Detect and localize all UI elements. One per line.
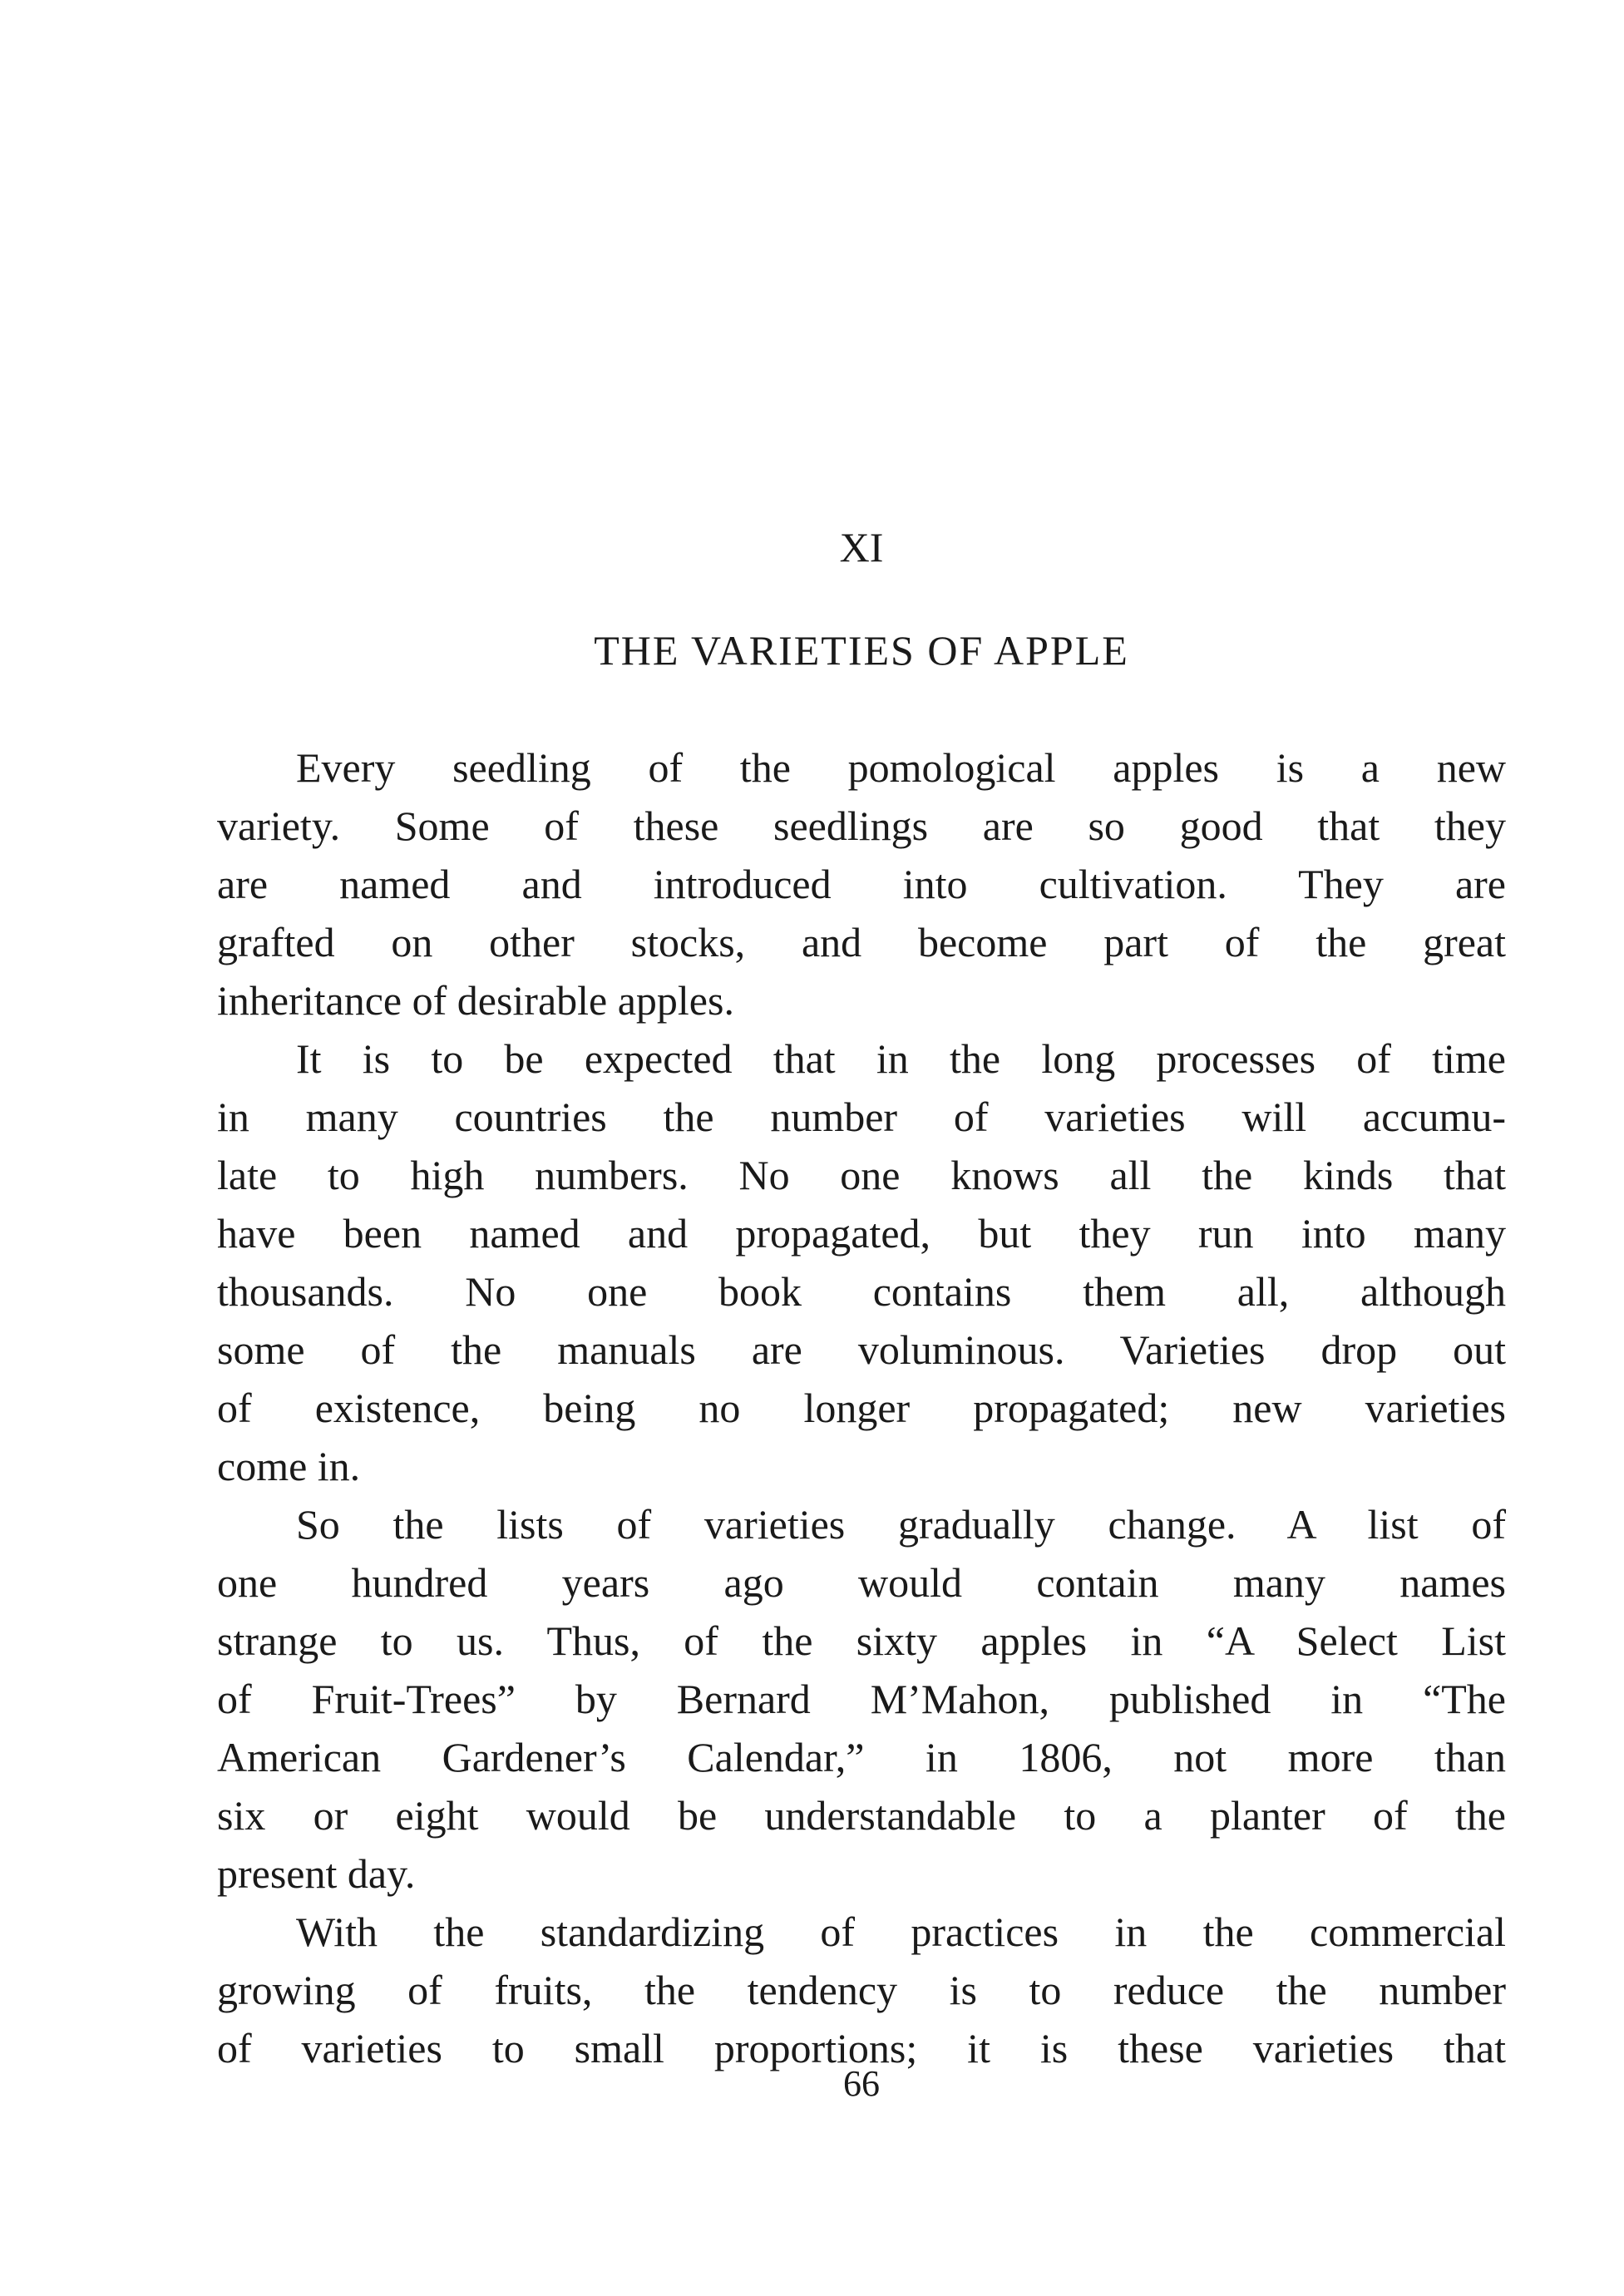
text-line: six or eight would be understandable to a planter of the bbox=[217, 1792, 1506, 1839]
text-line: inheritance of desirable apples. bbox=[217, 977, 734, 1024]
paragraph bbox=[217, 1029, 1506, 1495]
text-line: in many countries the number of varieties will accumu- bbox=[217, 1094, 1506, 1140]
text-line: thousands. No one book contains them all, although bbox=[217, 1268, 1506, 1315]
page-number: 66 bbox=[843, 2063, 880, 2104]
text-line: late to high numbers. No one knows all the kinds that bbox=[217, 1152, 1506, 1198]
text-line: So the lists of varieties gradually change. A list of bbox=[296, 1501, 1506, 1548]
text-line: growing of fruits, the tendency is to reduce the number bbox=[217, 1967, 1506, 2013]
text-line: Every seedling of the pomological apples is a new bbox=[296, 744, 1506, 791]
text-line: of varieties to small proportions; it is these varieties that bbox=[217, 2025, 1506, 2071]
text-line: present day. bbox=[217, 1850, 416, 1897]
paragraph bbox=[217, 1903, 1506, 2077]
text-line: grafted on other stocks, and become part of the great bbox=[217, 919, 1506, 965]
text-line: of Fruit-Trees” by Bernard M’Mahon, published in “The bbox=[217, 1676, 1506, 1722]
text-line: of existence, being no longer propagated; new varieties bbox=[217, 1385, 1506, 1431]
text-line: variety. Some of these seedlings are so good that they bbox=[217, 802, 1506, 849]
text-line: have been named and propagated, but they run into many bbox=[217, 1210, 1506, 1257]
body-text bbox=[217, 738, 1506, 2077]
text-line: are named and introduced into cultivation. They are bbox=[217, 861, 1506, 907]
paragraph bbox=[217, 738, 1506, 1029]
text-line: American Gardener’s Calendar,” in 1806, not more than bbox=[217, 1734, 1506, 1780]
text-line: some of the manuals are voluminous. Varieties drop out bbox=[217, 1326, 1506, 1373]
chapter-title: THE VARIETIES OF APPLE bbox=[594, 627, 1129, 674]
text-line: It is to be expected that in the long processes of time bbox=[296, 1035, 1506, 1082]
chapter-number: XI bbox=[839, 524, 884, 570]
text-line: come in. bbox=[217, 1443, 361, 1489]
text-line: With the standardizing of practices in the commercial bbox=[296, 1908, 1506, 1955]
text-line: one hundred years ago would contain many names bbox=[217, 1559, 1506, 1606]
paragraph bbox=[217, 1495, 1506, 1903]
text-line: strange to us. Thus, of the sixty apples in “A Select List bbox=[217, 1617, 1506, 1664]
